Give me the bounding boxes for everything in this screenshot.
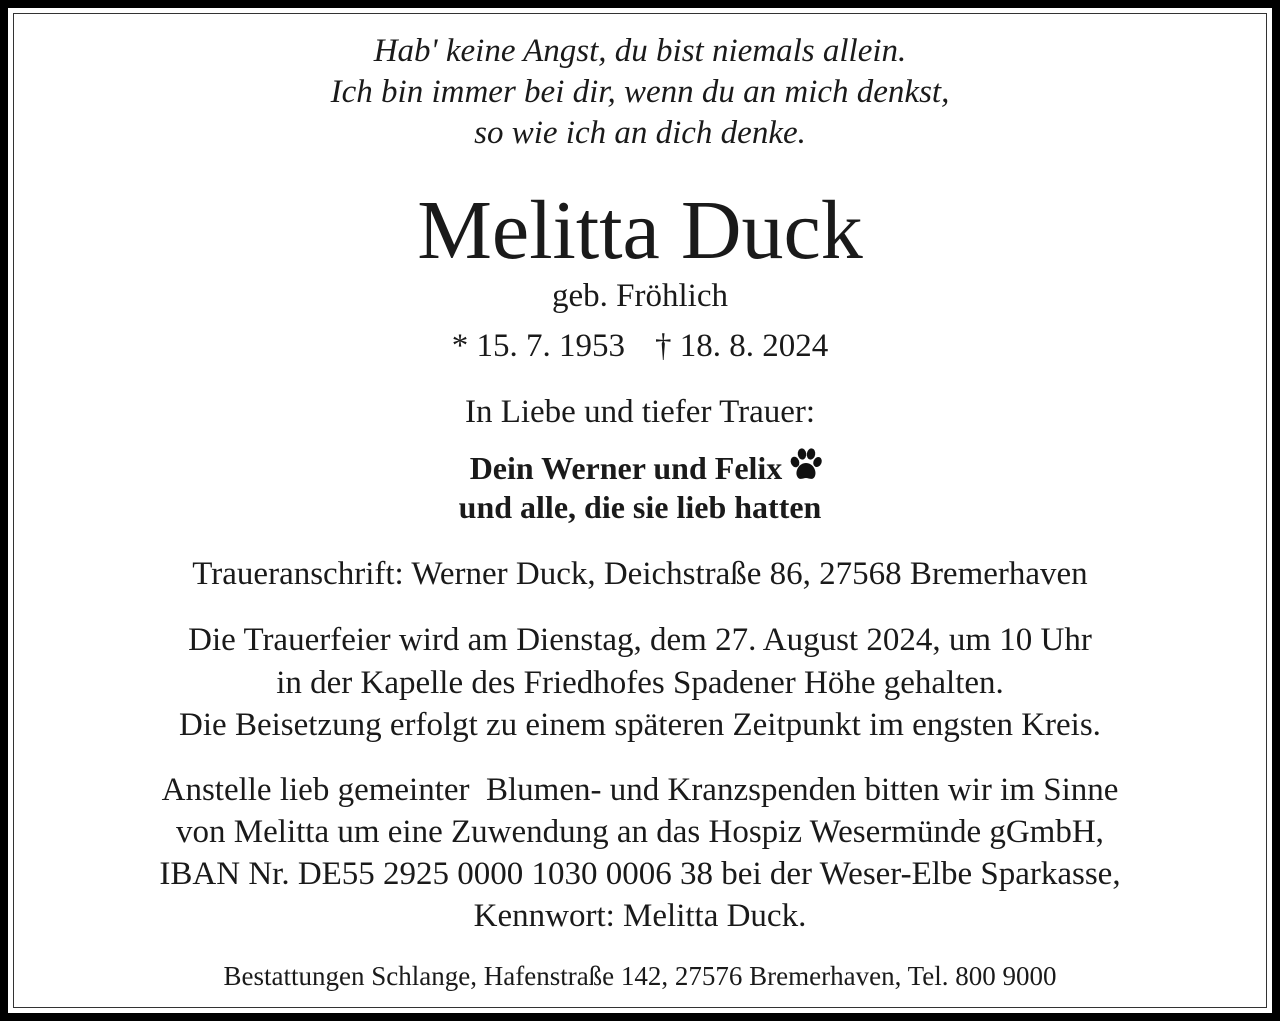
deceased-name: Melitta Duck bbox=[417, 184, 863, 277]
birth-name: geb. Fröhlich bbox=[552, 278, 728, 314]
paw-icon bbox=[788, 447, 822, 492]
mourning-address: Traueranschrift: Werner Duck, Deichstraße 86, 27568 Bremerhaven bbox=[192, 556, 1088, 592]
obituary-notice bbox=[8, 8, 1272, 1013]
mourning-intro: In Liebe und tiefer Trauer: bbox=[464, 394, 816, 430]
death-date: † 18. 8. 2024 bbox=[655, 328, 829, 364]
donation-line-1: Anstelle lieb gemeinter Blumen- und Kranzspenden bitten wir im Sinne bbox=[161, 772, 1119, 808]
ceremony-line-1: Die Trauerfeier wird am Dienstag, dem 27. August 2024, um 10 Uhr bbox=[188, 622, 1092, 658]
mourners-line-2: und alle, die sie lieb hatten bbox=[458, 489, 822, 525]
motto-line-1: Hab' keine Angst, du bist niemals allein. bbox=[373, 33, 907, 69]
life-dates bbox=[8, 326, 1272, 366]
ceremony-line-3: Die Beisetzung erfolgt zu einem späteren Zeitpunkt im engsten Kreis. bbox=[179, 707, 1101, 743]
ceremony-line-2: in der Kapelle des Friedhofes Spadener Höhe gehalten. bbox=[276, 665, 1004, 701]
donation-line-2: von Melitta um eine Zuwendung an das Hospiz Wesermünde gGmbH, bbox=[176, 814, 1104, 850]
mourners-names: Dein Werner und Felix bbox=[469, 450, 783, 486]
donation-line-3: IBAN Nr. DE55 2925 0000 1030 0006 38 bei der Weser-Elbe Sparkasse, bbox=[159, 856, 1121, 892]
funeral-home-footer: Bestattungen Schlange, Hafenstraße 142, 27576 Bremerhaven, Tel. 800 9000 bbox=[223, 961, 1057, 991]
motto-line-3: so wie ich an dich denke. bbox=[474, 115, 806, 151]
mourners-line-1 bbox=[8, 447, 1272, 492]
motto-line-2: Ich bin immer bei dir, wenn du an mich denkst, bbox=[330, 74, 950, 110]
donation-line-4: Kennwort: Melitta Duck. bbox=[473, 898, 807, 934]
birth-date: * 15. 7. 1953 bbox=[451, 328, 625, 364]
